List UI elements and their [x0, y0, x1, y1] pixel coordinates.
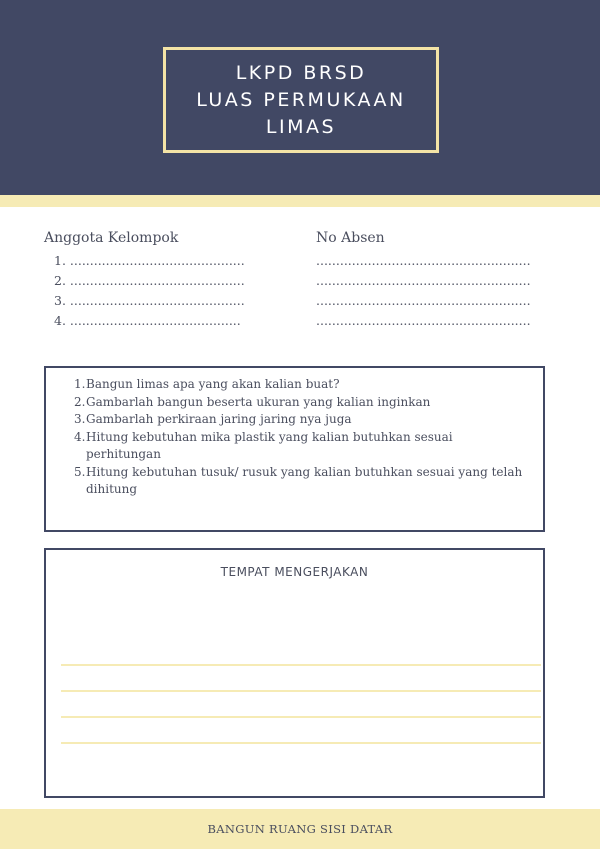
task-text: Gambarlah perkiraan jaring jaring nya juga: [86, 412, 352, 426]
header-stripe: [0, 195, 600, 207]
title-line-3: LIMAS: [265, 115, 337, 138]
writing-line: [61, 716, 541, 718]
absen-row: ......................................................: [316, 273, 531, 288]
writing-line: [61, 690, 541, 692]
task-item: [76, 394, 528, 412]
member-row: 2. ............................................: [54, 273, 245, 288]
members-list: [54, 251, 245, 331]
footer-text: BANGUN RUANG SISI DATAR: [207, 822, 393, 836]
task-item: [76, 376, 528, 394]
task-number: 3.: [74, 412, 86, 426]
absen-row: ......................................................: [316, 253, 531, 268]
task-text: Gambarlah bangun beserta ukuran yang kalian inginkan: [86, 394, 431, 409]
title-box: [163, 47, 439, 153]
footer-bar: [0, 809, 600, 849]
task-item: [76, 429, 528, 464]
task-text: Hitung kebutuhan mika plastik yang kalian butuhkan sesuai perhitungan: [86, 429, 453, 461]
task-number: 1.: [74, 377, 86, 391]
task-number: 5.: [74, 464, 86, 479]
task-text: Hitung kebutuhan tusuk/ rusuk yang kalian butuhkan sesuai yang telah dihitung: [86, 464, 523, 496]
member-row: 1. ............................................: [54, 253, 245, 268]
task-item: [76, 411, 528, 429]
task-list: [76, 376, 528, 499]
title-line-2: LUAS PERMUKAAN: [196, 88, 406, 111]
member-row: 3. ............................................: [54, 293, 245, 308]
absen-list: [316, 251, 531, 331]
member-row: 4. ...........................................: [54, 313, 241, 328]
task-text: Bangun limas apa yang akan kalian buat?: [86, 377, 340, 391]
work-area[interactable]: [44, 548, 545, 798]
members-label: Anggota Kelompok: [44, 230, 179, 246]
absen-label: No Absen: [316, 230, 385, 246]
header-banner: [0, 0, 600, 195]
task-number: 2.: [74, 394, 86, 409]
task-number: 4.: [74, 429, 86, 444]
writing-line: [61, 742, 541, 744]
task-item: [76, 464, 528, 499]
title-line-1: LKPD BRSD: [235, 61, 367, 84]
absen-row: ......................................................: [316, 293, 531, 308]
writing-line: [61, 664, 541, 666]
absen-row: ......................................................: [316, 313, 531, 328]
task-box: [44, 366, 545, 532]
work-area-title: TEMPAT MENGERJAKAN: [220, 565, 369, 579]
